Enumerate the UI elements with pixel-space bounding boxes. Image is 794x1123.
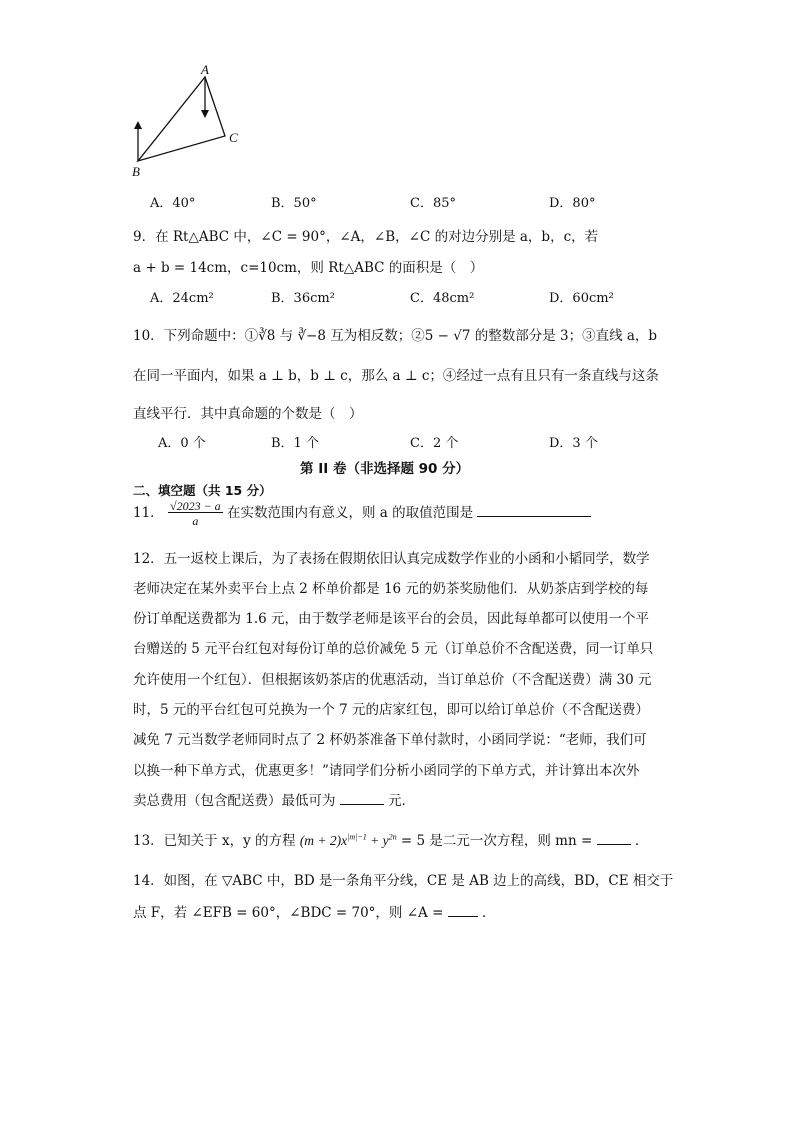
section-title: 第 II 卷（非选择题 90 分） bbox=[300, 461, 470, 477]
q11-fraction bbox=[168, 500, 223, 527]
q10-option-a: A．0 个 bbox=[158, 436, 206, 451]
q9-line-2: a + b = 14cm，c=10cm，则 Rt△ABC 的面积是（ ） bbox=[133, 260, 484, 276]
q11-line bbox=[133, 500, 591, 527]
q8-option-c: C．85° bbox=[410, 196, 456, 211]
q10-option-d: D．3 个 bbox=[549, 436, 598, 451]
q12-line-3: 份订单配送费都为 1.6 元，由于数学老师是该平台的会员，因此每单都可以使用一个平 bbox=[133, 611, 650, 627]
label-c: C bbox=[229, 130, 238, 145]
q13-equation-tail: = 5 bbox=[396, 833, 426, 849]
q14-answer-blank[interactable] bbox=[448, 902, 478, 917]
label-b: B bbox=[132, 164, 140, 179]
q14-line-2-prefix: 点 F，若 ∠EFB = 60°，∠BDC = 70°，则 ∠A = bbox=[133, 905, 444, 921]
q9-option-c: C．48cm² bbox=[410, 291, 475, 306]
q11-text: 在实数范围内有意义，则 a 的取值范围是 bbox=[226, 505, 474, 521]
q14-line-2 bbox=[133, 901, 495, 921]
q12-line-9 bbox=[133, 789, 415, 809]
q12-line-7: 减免 7 元当数学老师同时点了 2 杯奶茶准备下单付款时，小函同学说：“老师，我们可 bbox=[133, 732, 647, 748]
arrow-at-a-head bbox=[201, 110, 209, 118]
q10-line-2: 在同一平面内，如果 a ⊥ b，b ⊥ c，那么 a ⊥ c；④经过一点有且只有一条直线与这条 bbox=[133, 368, 659, 384]
section-heading: 二、填空题（共 15 分） bbox=[133, 483, 272, 498]
q12-last-prefix: 卖总费用（包含配送费）最低可为 bbox=[133, 793, 336, 809]
q13-exponent-2: 2n bbox=[388, 832, 397, 842]
q10-option-b: B．1 个 bbox=[271, 436, 319, 451]
q9-option-d: D．60cm² bbox=[549, 291, 614, 306]
q9-line-1: 9．在 Rt△ABC 中，∠C = 90°，∠A，∠B，∠C 的对边分别是 a，b，c，若 bbox=[133, 229, 599, 245]
q10-line-1: 10．下列命题中：①∛8 与 ∛−8 互为相反数；②5 − √7 的整数部分是 3；③直线 a，b bbox=[133, 328, 658, 344]
arrow-at-b-head bbox=[134, 121, 142, 129]
q13-exponent-1: |m|−1 bbox=[347, 832, 367, 842]
q12-line-4: 台赠送的 5 元平台红包对每份订单的总价减免 5 元（订单总价不含配送费，同一订单只 bbox=[133, 641, 654, 657]
q11-denominator: a bbox=[192, 514, 199, 528]
q12-line-5: 允许使用一个红包）．但根据该奶茶店的优惠活动，当订单总价（不含配送费）满 30 元 bbox=[133, 672, 652, 688]
q12-line-6: 时，5 元的平台红包可兑换为一个 7 元的店家红包，即可以给订单总价（不含配送费） bbox=[133, 702, 650, 718]
q12-line-2: 老师决定在某外卖平台上点 2 杯单价都是 16 元的奶茶奖励他们．从奶茶店到学校的每 bbox=[133, 581, 649, 597]
q13-equation-part1: (m + 2)x bbox=[299, 833, 348, 848]
q13-equation-part2: + y bbox=[366, 833, 389, 848]
q13-answer-blank[interactable] bbox=[597, 830, 631, 845]
q11-number: 11． bbox=[133, 505, 164, 521]
q10-line-3: 直线平行．其中真命题的个数是（ ） bbox=[133, 406, 363, 422]
q12-answer-blank[interactable] bbox=[340, 790, 384, 805]
q9-option-b: B．36cm² bbox=[271, 291, 335, 306]
q12-line-1: 12．五一返校上课后，为了表扬在假期依旧认真完成数学作业的小函和小韬同学，数学 bbox=[133, 551, 650, 567]
q14-line-1: 14．如图，在 ▽ABC 中，BD 是一条角平分线，CE 是 AB 边上的高线，BD，CE 相交于 bbox=[133, 873, 674, 889]
q13-prefix: 13．已知关于 x，y 的方程 bbox=[133, 833, 296, 849]
q9-option-a: A．24cm² bbox=[150, 291, 214, 306]
q14-line-2-end: ． bbox=[481, 905, 496, 921]
q12-line-8: 以换一种下单方式，优惠更多！”请同学们分析小函同学的下单方式，并计算出本次外 bbox=[133, 763, 640, 779]
triangle-figure bbox=[120, 60, 260, 185]
label-a: A bbox=[201, 62, 209, 77]
q13-end: ． bbox=[634, 833, 649, 849]
q11-numerator: √2023 − a bbox=[169, 499, 221, 513]
q13-suffix: 是二元一次方程，则 mn = bbox=[429, 833, 593, 849]
q12-last-suffix: 元． bbox=[388, 793, 416, 809]
q11-answer-blank[interactable] bbox=[477, 502, 591, 517]
triangle-abc bbox=[138, 77, 225, 161]
q8-option-d: D．80° bbox=[549, 196, 596, 211]
q10-option-c: C．2 个 bbox=[410, 436, 459, 451]
q8-option-a: A．40° bbox=[150, 196, 196, 211]
q13-line bbox=[133, 829, 648, 849]
q8-option-b: B．50° bbox=[271, 196, 317, 211]
